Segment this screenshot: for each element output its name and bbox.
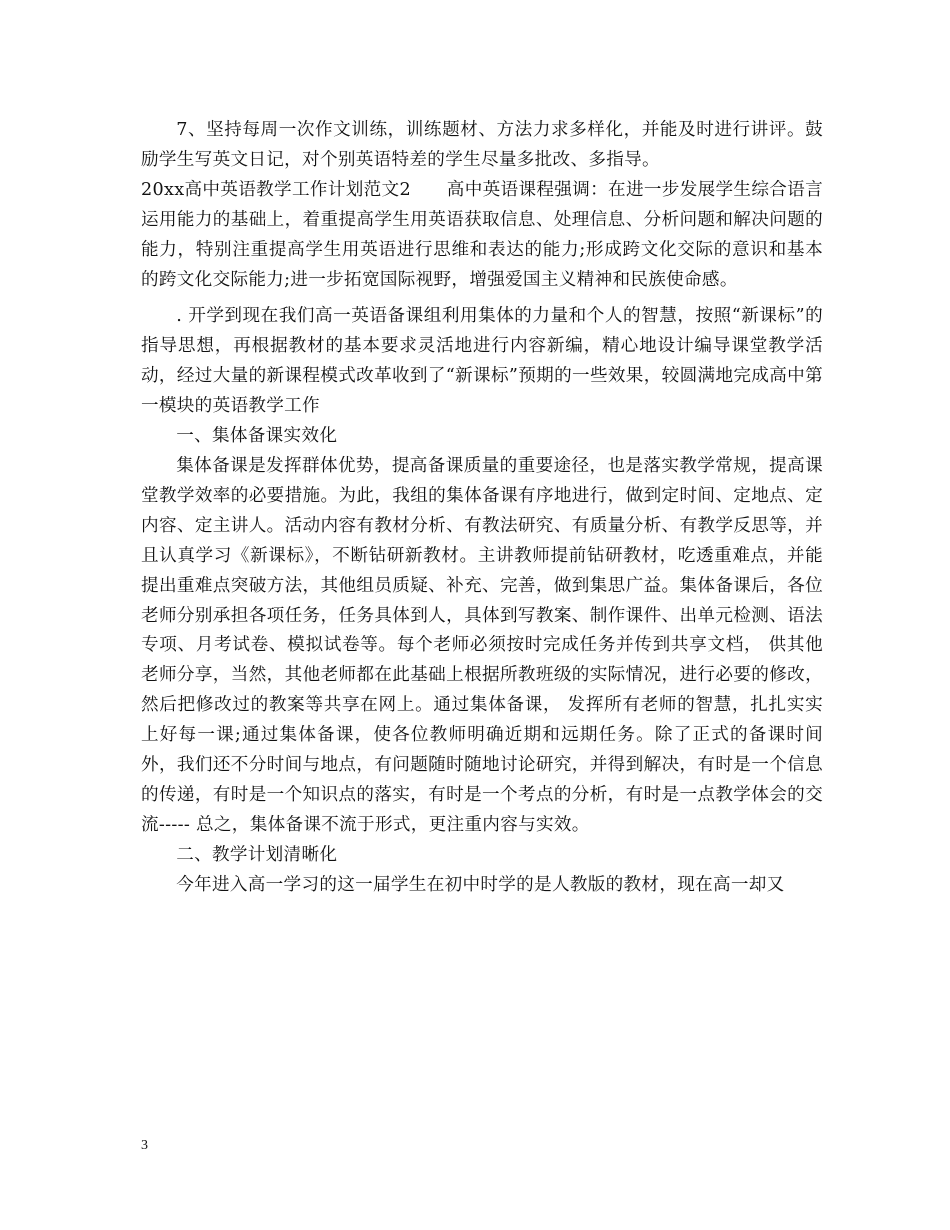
- section-heading-collective-lesson-prep: 一、集体备课实效化: [176, 426, 338, 447]
- page-number: 3: [141, 1138, 148, 1153]
- paragraph-plan-sample-2: 20xx高中英语教学工作计划范文2 高中英语课程强调：在进一步发展学生综合语言运用能力的基础上，着重提高学生用英语获取信息、处理信息、分析问题和解决问题的能力，特别注重提高学生用英语进行思维和表达的能力;形成跨文化交际的意识和基本的跨文化交际能力;进一步拓宽国际视野，增强爱国主义精神和民族使命感。: [141, 179, 823, 290]
- paragraph-writing-training: 7、坚持每周一次作文训练，训练题材、方法力求多样化，并能及时进行讲评。鼓励学生写英文日记，对个别英语特差的学生尽量多批改、多指导。: [141, 120, 823, 170]
- paragraph-semester-intro: . 开学到现在我们高一英语备课组利用集体的力量和个人的智慧，按照“新课标”的指导思想，再根据教材的基本要求灵活地进行内容新编，精心地设计编导课堂教学活动，经过大量的新课程模式改革收到了“新课标”预期的一些效果，较圆满地完成高中第一模块的英语教学工作: [141, 306, 823, 417]
- paragraph-teaching-plan: 今年进入高一学习的这一届学生在初中时学的是人教版的教材，现在高一却又: [176, 874, 785, 895]
- document-body: [141, 116, 823, 901]
- paragraph-collective-lesson-prep: 集体备课是发挥群体优势，提高备课质量的重要途径，也是落实教学常规，提高课堂教学效率的必要措施。为此，我组的集体备课有序地进行，做到定时间、定地点、定内容、定主讲人。活动内容有教材分析、有教法研究、有质量分析、有教学反思等，并且认真学习《新课标》，不断钻研新教材。主讲教师提前钻研教材，吃透重难点，并能提出重难点突破方法，其他组员质疑、补充、完善，做到集思广益。集体备课后，各位老师分别承担各项任务，任务具体到人，具体到写教案、制作课件、出单元检测、语法专项、月考试卷、模拟试卷等。每个老师必须按时完成任务并传到共享文档， 供其他老师分享，当然，其他老师都在此基础上根据所教班级的实际情况，进行必要的修改，然后把修改过的教案等共享在网上。通过集体备课， 发挥所有老师的智慧，扎扎实实上好每一课;通过集体备课，使各位教师明确近期和远期任务。除了正式的备课时间外，我们还不分时间与地点，有问题随时随地讨论研究，并得到解决，有时是一个信息的传递，有时是一个知识点的落实，有时是一个考点的分析，有时是一点教学体会的交流----- 总之，集体备课不流于形式，更注重内容与实效。: [141, 455, 823, 835]
- section-heading-teaching-plan: 二、教学计划清晰化: [176, 844, 338, 865]
